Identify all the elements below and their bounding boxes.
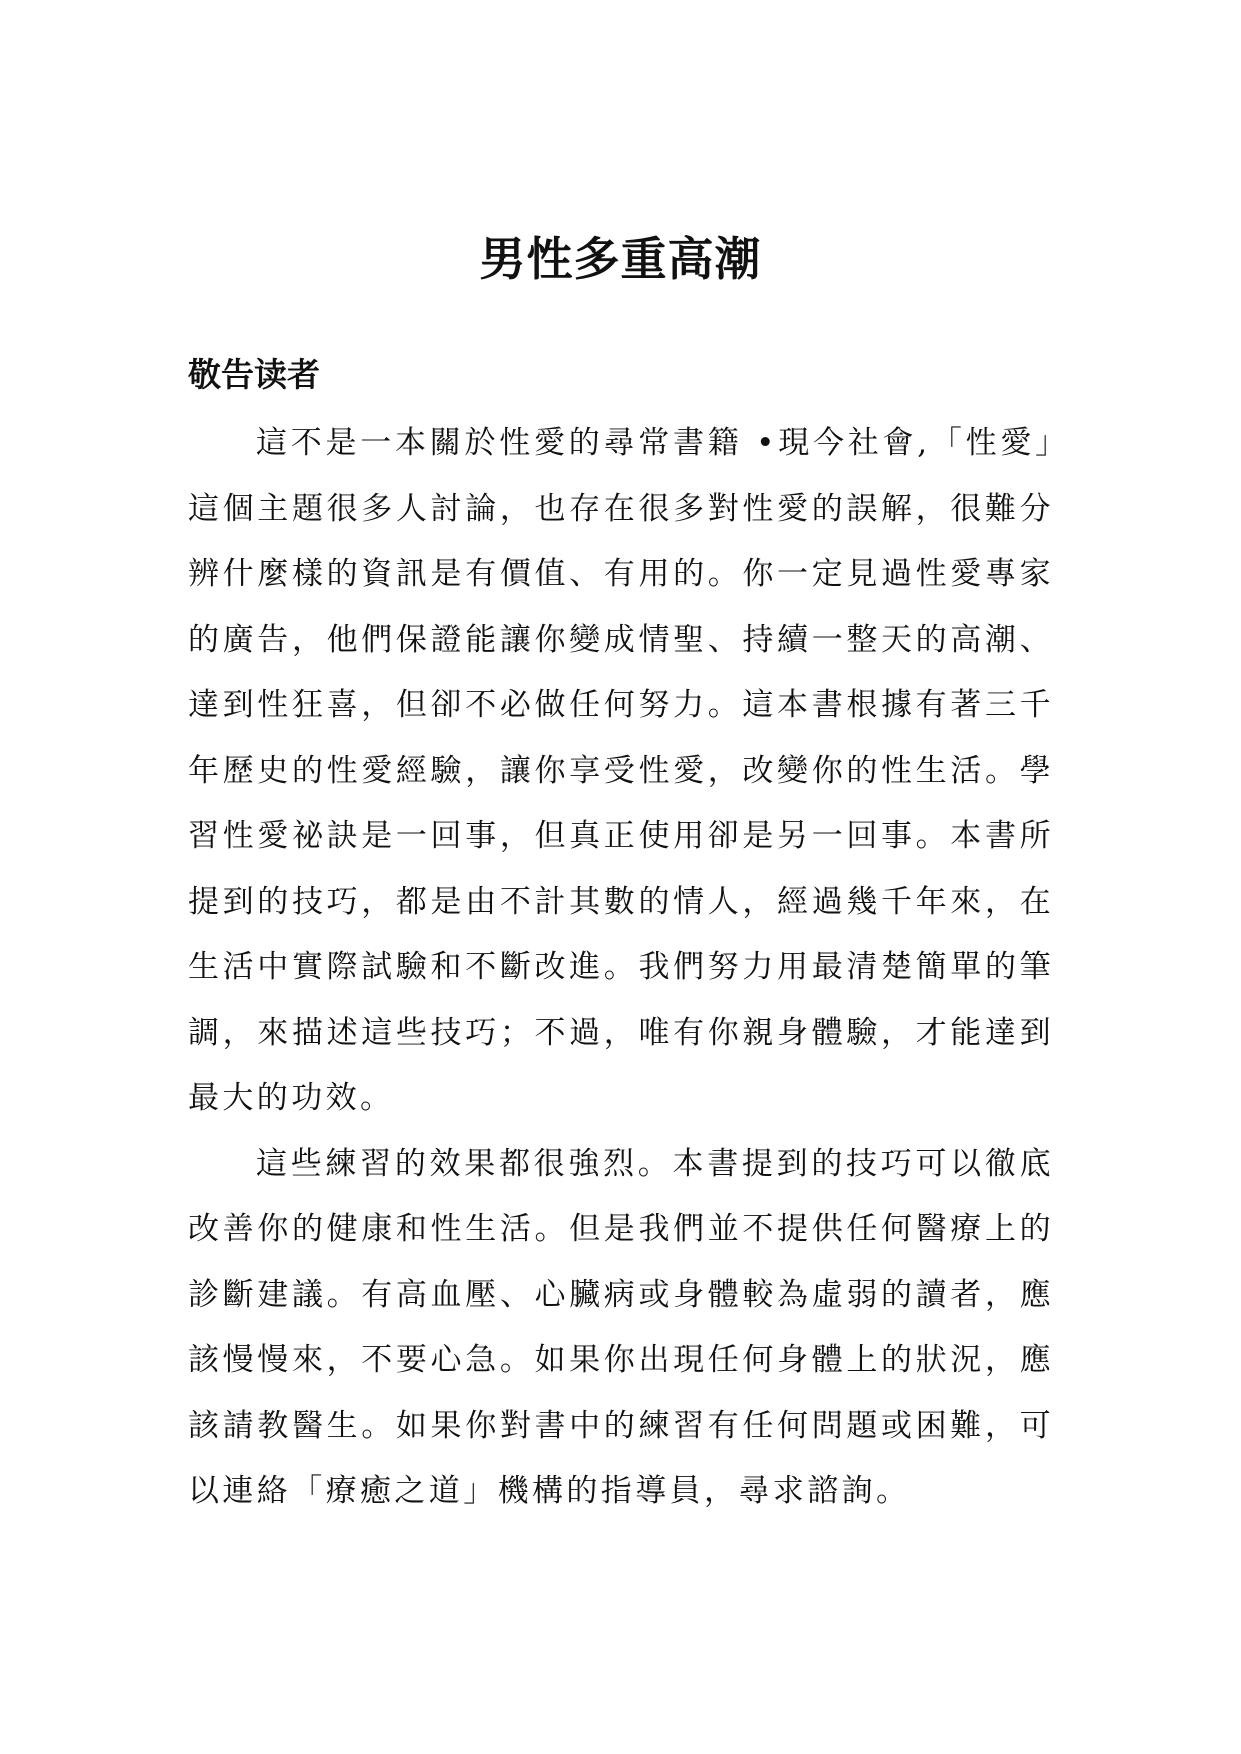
section-heading: 敬告读者 [188,355,320,394]
paragraph-1: 這不是一本關於性愛的尋常書籍 •現今社會,「性愛」這個主題很多人討論，也存在很多對性愛的誤解，很難分辨什麼樣的資訊是有價值、有用的。你一定見過性愛專家的廣告，他們保證能讓你變成情聖、持續一整天的高潮、達到性狂喜，但卻不必做任何努力。這本書根據有著三千年歷史的性愛經驗，讓你享受性愛，改變你的性生活。學習性愛祕訣是一回事，但真正使用卻是另一回事。本書所提到的技巧，都是由不計其數的情人，經過幾千年來，在生活中實際試驗和不斷改進。我們努力用最清楚簡單的筆調，來描述這些技巧；不過，唯有你親身體驗，才能達到最大的功效。 [188,425,1054,1116]
body-text [188,411,1054,1525]
paragraph-2: 這些練習的效果都很強烈。本書提到的技巧可以徹底改善你的健康和性生活。但是我們並不提供任何醫療上的診斷建議。有高血壓、心臟病或身體較為虛弱的讀者，應該慢慢來，不要心急。如果你出現任何身體上的狀況，應該請教醫生。如果你對書中的練習有任何問題或困難，可以連絡「療癒之道」機構的指導員，尋求諮詢。 [188,1145,1054,1509]
document-title: 男性多重高潮 [479,232,762,286]
